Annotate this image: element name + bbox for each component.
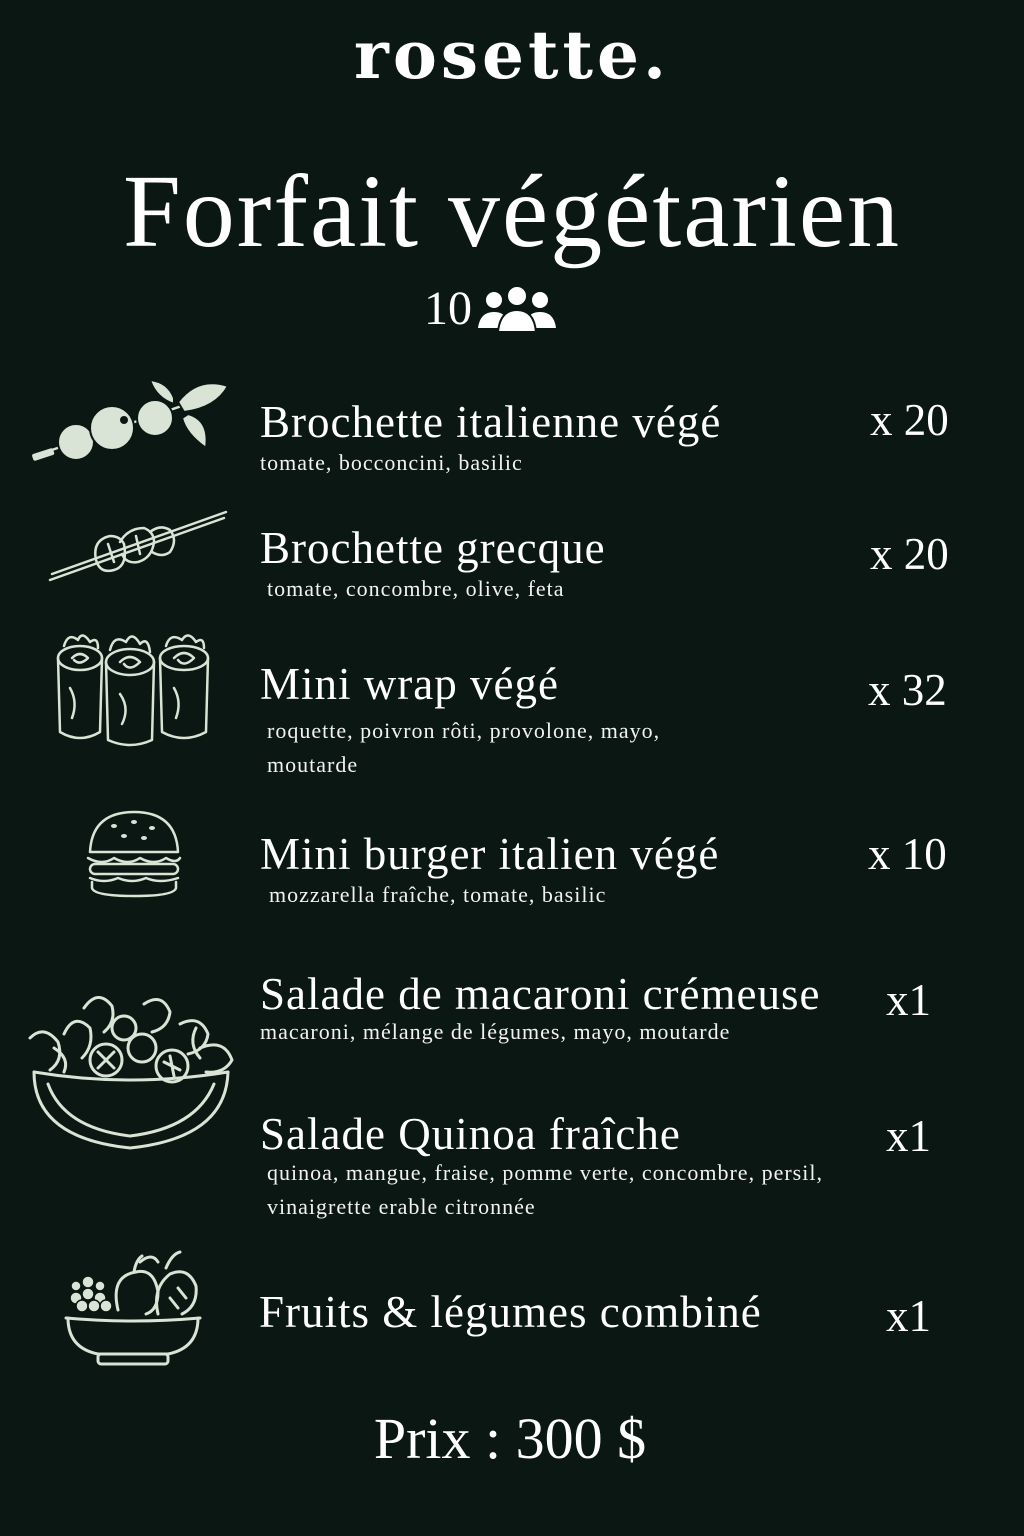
people-group-icon <box>474 284 560 334</box>
menu-item-quantity: x1 <box>886 1291 931 1341</box>
guest-count <box>424 282 560 336</box>
menu-item-description: tomate, concombre, olive, feta <box>267 576 565 601</box>
salad-bowl-icon <box>24 988 238 1158</box>
menu-item-description: roquette, poivron rôti, provolone, mayo, moutarde <box>267 718 661 777</box>
menu-item-name: Salade de macaroni crémeuse <box>260 969 821 1019</box>
menu-item-name: Brochette grecque <box>260 523 606 573</box>
menu-item-name: Mini wrap végé <box>260 659 559 709</box>
skewer-icon <box>44 510 230 590</box>
burger-icon <box>84 808 184 900</box>
fruit-bowl-icon <box>62 1248 204 1370</box>
menu-item-description: macaroni, mélange de légumes, mayo, moutarde <box>260 1019 731 1044</box>
wraps-icon <box>50 628 218 748</box>
price-label: Prix : 300 $ <box>373 1406 647 1471</box>
guest-count-number: 10 <box>424 282 472 335</box>
menu-item-name: Fruits & légumes combiné <box>259 1287 762 1337</box>
menu-item-quantity: x 20 <box>870 529 949 579</box>
brand-logo: rosette. <box>354 16 670 94</box>
menu-item-description: mozzarella fraîche, tomate, basilic <box>269 882 607 907</box>
page-title: Forfait végétarien <box>122 154 902 269</box>
menu-item-quantity: x 20 <box>870 395 949 445</box>
menu-item-name: Mini burger italien végé <box>260 829 720 879</box>
menu-item-name: Salade Quinoa fraîche <box>260 1109 681 1159</box>
menu-item-quantity: x 32 <box>868 665 947 715</box>
menu-item-description: quinoa, mangue, fraise, pomme verte, concombre, persil, vinaigrette erable citronnée <box>267 1160 823 1219</box>
menu-item-quantity: x 10 <box>868 829 947 879</box>
menu-item-quantity: x1 <box>886 975 931 1025</box>
caprese-skewer-icon <box>28 372 238 472</box>
menu-item-name: Brochette italienne végé <box>260 397 722 447</box>
menu-item-description: tomate, bocconcini, basilic <box>260 450 523 475</box>
menu-item-quantity: x1 <box>886 1111 931 1161</box>
